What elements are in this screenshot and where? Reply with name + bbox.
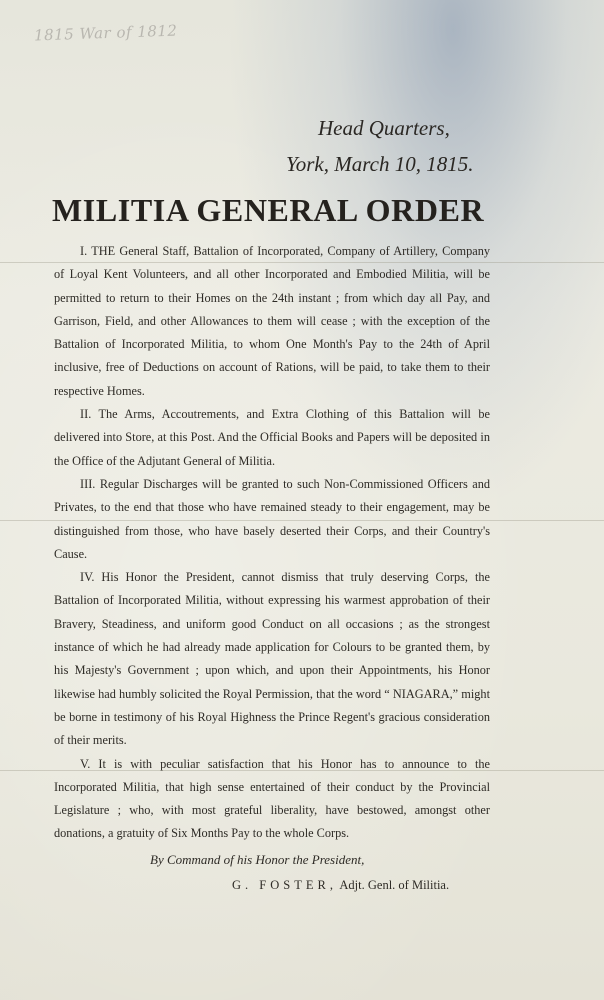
order-body bbox=[54, 240, 490, 846]
command-line: By Command of his Honor the President, bbox=[150, 852, 365, 867]
signature-block bbox=[232, 878, 449, 893]
signature-name: G. FOSTER, bbox=[232, 878, 337, 892]
order-section-1: I. THE General Staff, Battalion of Incorporated, Company of Artillery, Company of Loyal Kent Volunteers, and all other Incorporated and Embodied Militia, will be permitted to return to their Homes on the 24th instant ; from which day all Pay, and Garrison, Field, and other Allowances to them will cease ; with the exception of the Battalion of Incorporated Militia, to whom One Month's Pay to the 24th of April inclusive, free of Deductions on account of Rations, will be paid, to take them to their respective Homes. bbox=[54, 244, 490, 398]
order-section-2: II. The Arms, Accoutrements, and Extra Clothing of this Battalion will be delivered into Store, at this Post. And the Official Books and Papers will be deposited in the Office of the Adjutant General of Militia. bbox=[54, 407, 490, 468]
order-section-3: III. Regular Discharges will be granted to such Non-Commissioned Officers and Privates, to the end that those who have remained steady to their engagement, may be distinguished from those, who have basely deserted their Corps, and their Country's Cause. bbox=[54, 476, 490, 561]
order-section-5: V. It is with peculiar satisfaction that his Honor has to announce to the Incorporated Militia, that high sense entertained of their conduct by the Provincial Legislature ; who, with most grateful liberality, have bestowed, amongst other donations, a gratuity of Six Months Pay to the whole Corps. bbox=[54, 756, 490, 841]
signature-title: Adjt. Genl. of Militia. bbox=[339, 878, 450, 892]
header-location: Head Quarters, bbox=[318, 116, 450, 140]
pencil-annotation: 1815 War of 1812 bbox=[33, 21, 178, 45]
header-date: York, March 10, 1815. bbox=[286, 152, 474, 176]
document-title: MILITIA GENERAL ORDER bbox=[52, 192, 485, 228]
order-section-4: IV. His Honor the President, cannot dismiss that truly deserving Corps, the Battalion of Incorporated Militia, without expressing his warmest approbation of their Bravery, Steadiness, and uniform good Conduct on all occasions ; as the strongest instance of which he had already made application for Colours to be granted them, by his Majesty's Government ; upon which, and upon their Appointments, his Honor likewise had humbly solicited the Royal Permission, that the word “ NIAGARA,” might be borne in testimony of his Royal Highness the Prince Regent's gracious consideration of their merits. bbox=[54, 570, 490, 748]
